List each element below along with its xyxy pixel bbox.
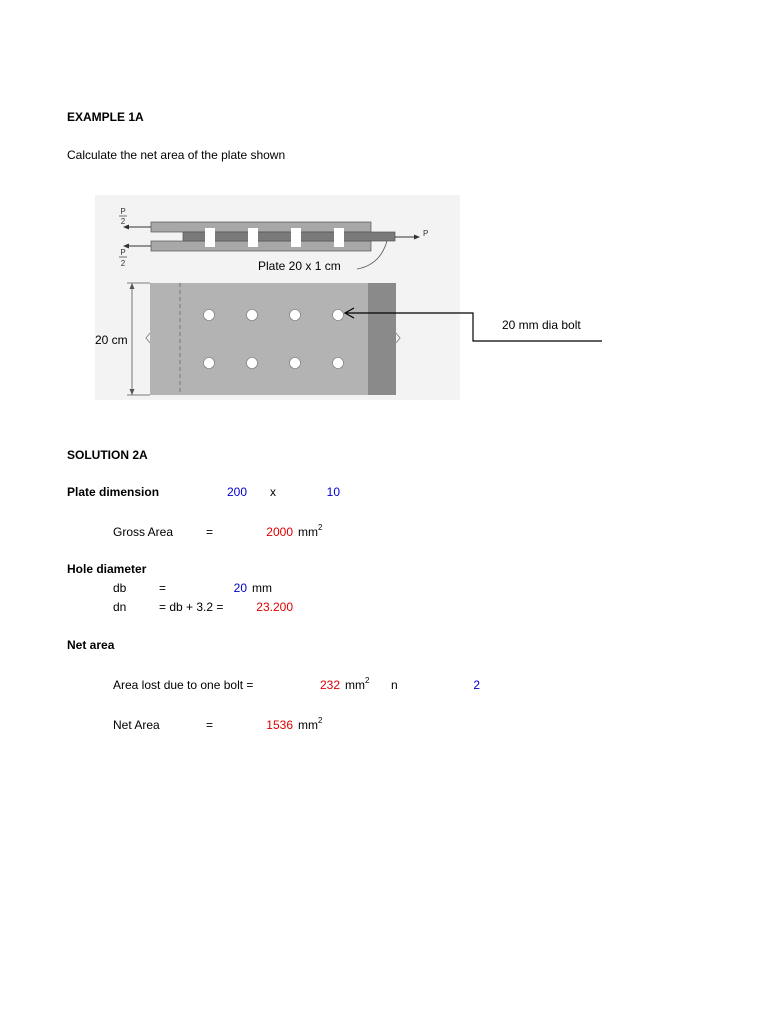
db-value: 20 bbox=[233, 581, 247, 595]
dn-label: dn bbox=[113, 600, 127, 614]
db-unit: mm bbox=[252, 581, 272, 595]
bolt-label: 20 mm dia bolt bbox=[502, 318, 581, 332]
area-lost-value: 232 bbox=[319, 678, 340, 692]
plate-width-value: 200 bbox=[226, 485, 247, 499]
bolt-hole bbox=[333, 358, 344, 369]
plate-figure bbox=[95, 195, 460, 400]
bolt-count-label: n bbox=[391, 678, 398, 692]
bolt-side-1 bbox=[205, 228, 215, 247]
times-symbol: x bbox=[270, 485, 276, 499]
gross-area-equals: = bbox=[206, 525, 214, 539]
db-equals: = bbox=[159, 581, 167, 595]
gross-area-value: 2000 bbox=[266, 525, 293, 539]
dn-value: 23.200 bbox=[256, 600, 293, 614]
bolt-hole bbox=[247, 358, 258, 369]
bolt-hole bbox=[204, 358, 215, 369]
bolt-hole bbox=[204, 310, 215, 321]
net-area-heading: Net area bbox=[67, 638, 115, 652]
load-top-numerator: P bbox=[120, 207, 126, 216]
solution-heading: SOLUTION 2A bbox=[67, 448, 148, 462]
load-top-denominator: 2 bbox=[120, 217, 126, 226]
dn-formula: = db + 3.2 = bbox=[159, 600, 224, 614]
plate-thickness-value: 10 bbox=[326, 485, 340, 499]
area-lost-unit: $mm^2$ bbox=[345, 676, 370, 692]
load-bottom-numerator: P bbox=[120, 248, 126, 257]
net-area-equals: = bbox=[206, 718, 214, 732]
example-heading: EXAMPLE 1A bbox=[67, 110, 144, 124]
bolt-hole bbox=[290, 310, 301, 321]
bolt-side-4 bbox=[334, 228, 344, 247]
gross-area-label: Gross Area bbox=[113, 525, 174, 539]
db-label: db bbox=[113, 581, 127, 595]
problem-statement: Calculate the net area of the plate shown bbox=[67, 148, 286, 162]
bolt-hole bbox=[247, 310, 258, 321]
gross-area-unit: $mm^2$ bbox=[298, 523, 323, 539]
plate-dimension-label: Plate dimension bbox=[67, 485, 160, 499]
width-label: 20 cm bbox=[95, 333, 128, 347]
load-right-label: P bbox=[423, 229, 429, 238]
load-bottom-denominator: 2 bbox=[120, 259, 126, 268]
hole-diameter-label: Hole diameter bbox=[67, 562, 147, 576]
net-area-unit: $mm^2$ bbox=[298, 716, 323, 732]
plan-plate bbox=[150, 283, 368, 395]
bolt-hole bbox=[290, 358, 301, 369]
bolt-side-3 bbox=[291, 228, 301, 247]
bolt-count-value: 2 bbox=[473, 678, 480, 692]
area-lost-label: Area lost due to one bolt = bbox=[113, 678, 254, 692]
net-area-label: Net Area bbox=[113, 718, 160, 732]
plate-label: Plate 20 x 1 cm bbox=[258, 259, 341, 273]
bolt-side-2 bbox=[248, 228, 258, 247]
net-area-value: 1536 bbox=[266, 718, 293, 732]
